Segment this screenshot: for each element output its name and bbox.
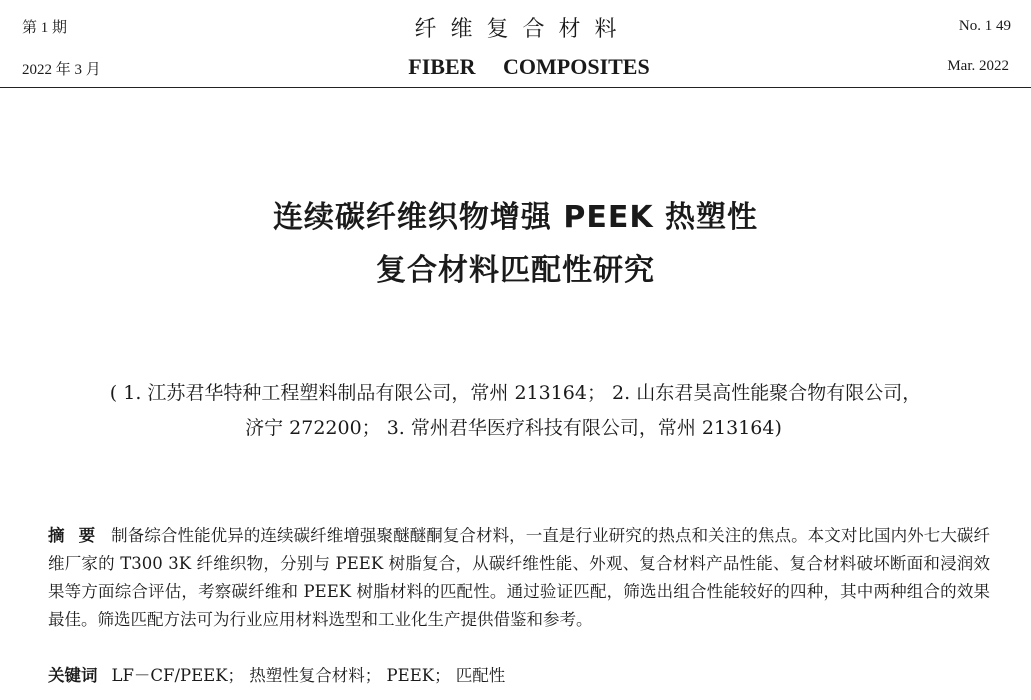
issue-number-cn: 第 1 期 (22, 20, 68, 36)
affiliation-line-1: ( 1. 江苏君华特种工程塑料制品有限公司，常州 213164； 2. 山东君昊高性能聚合物有限公司， (109, 382, 922, 404)
issue-and-page-en: No. 1 49 (958, 18, 1011, 34)
publication-date-cn: 2022 年 3 月 (22, 62, 101, 78)
keywords-text: LF－CF/PEEK； 热塑性复合材料； PEEK； 匹配性 (111, 666, 506, 685)
journal-title-cn: 纤维复合材料 (414, 16, 631, 41)
abstract-label: 摘要 (48, 526, 110, 545)
header-divider (0, 87, 1031, 88)
keywords-label: 关键词 (48, 666, 98, 685)
paper-title-line-1: 连续碳纤维织物增强 PEEK 热塑性 (272, 200, 759, 235)
abstract-text: 制备综合性能优异的连续碳纤维增强聚醚醚酮复合材料，一直是行业研究的热点和关注的焦点。本文对比国内外七大碳纤维厂家的 T300 3K 纤维织物，分别与 PEEK 树脂复合，从碳纤维性能、外观、复合材料产品性能、复合材料破坏断面和浸润效果等方面综合评估，考察碳纤维和 PEEK 树脂材料的匹配性。通过验证匹配，筛选出组合性能较好的四种，其中两种组合的效果最佳。筛选匹配方法可为行业应用材料选型和工业化生产提供借鉴和参考。 (48, 526, 991, 629)
journal-title-en: FIBER COMPOSITES (408, 54, 650, 79)
keywords-block (48, 662, 505, 686)
abstract-block (48, 522, 990, 634)
paper-title-line-2: 复合材料匹配性研究 (376, 253, 655, 288)
publication-date-en: Mar. 2022 (947, 58, 1009, 74)
affiliation-line-2: 济宁 272200； 3. 常州君华医疗科技有限公司，常州 213164) (245, 417, 782, 439)
